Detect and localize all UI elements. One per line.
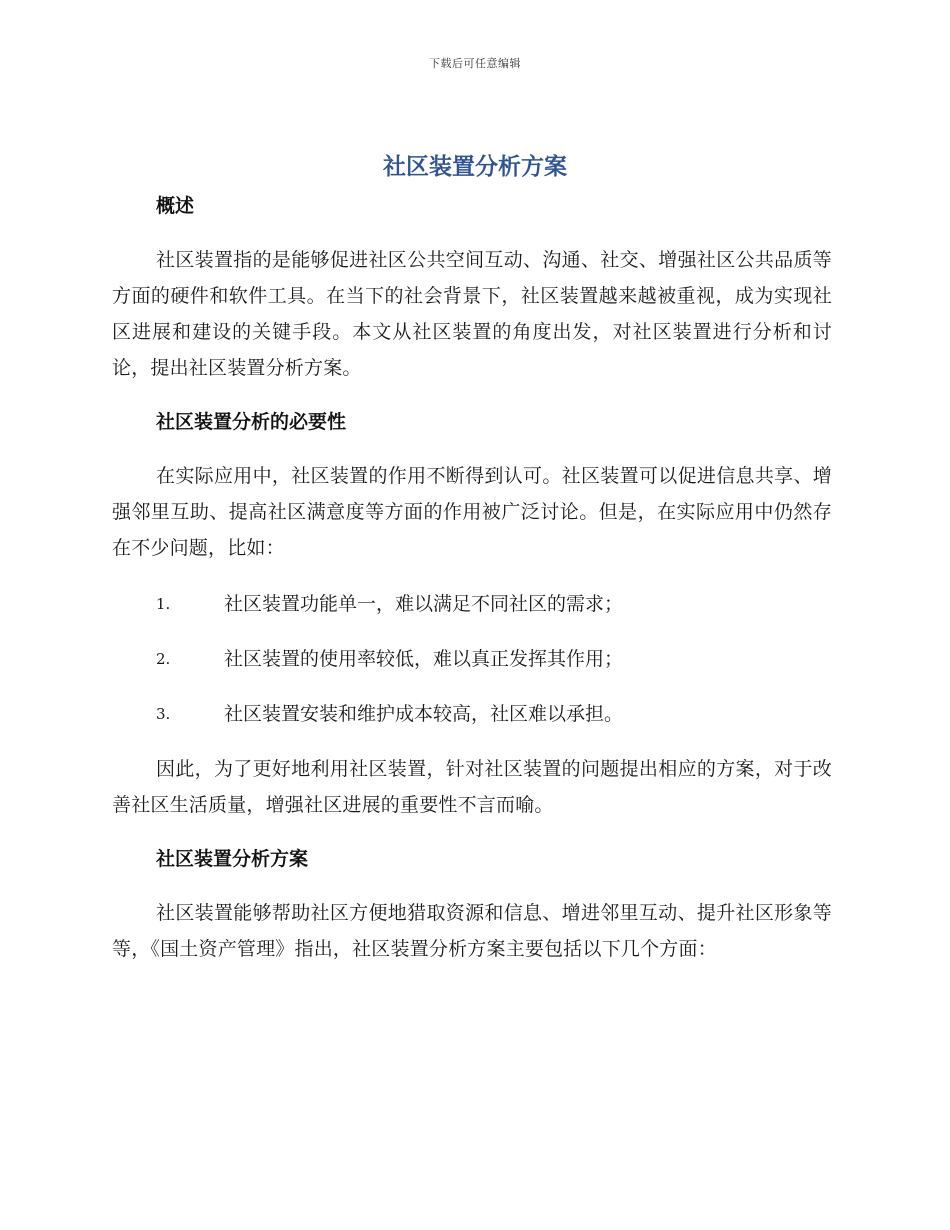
list-item xyxy=(112,641,832,677)
list-number: 3. xyxy=(156,705,171,723)
section-heading: 社区装置分析的必要性 xyxy=(156,411,347,433)
section-heading: 概述 xyxy=(156,195,195,217)
paragraph: 在实际应用中，社区装置的作用不断得到认可。社区装置可以促进信息共享、增强邻里互助、提高社区满意度等方面的作用被广泛讨论。但是，在实际应用中仍然存在不少问题，比如： xyxy=(112,465,832,559)
page-header: 下载后可任意编辑 xyxy=(429,57,521,70)
section-plan xyxy=(112,843,832,967)
paragraph: 因此，为了更好地利用社区装置，针对社区装置的问题提出相应的方案，对于改善社区生活质量，增强社区进展的重要性不言而喻。 xyxy=(112,758,832,816)
list-number: 1. xyxy=(156,595,171,613)
document-title: 社区装置分析方案 xyxy=(383,154,567,180)
list-number: 2. xyxy=(156,650,171,668)
paragraph: 社区装置指的是能够促进社区公共空间互动、沟通、社交、增强社区公共品质等方面的硬件和软件工具。在当下的社会背景下，社区装置越来越被重视，成为实现社区进展和建设的关键手段。本文从社区装置的角度出发，对社区装置进行分析和讨论，提出社区装置分析方案。 xyxy=(112,249,832,379)
document-body xyxy=(112,190,832,967)
problem-list xyxy=(112,586,832,732)
section-heading: 社区装置分析方案 xyxy=(156,848,309,870)
paragraph: 社区装置能够帮助社区方便地猎取资源和信息、增进邻里互动、提升社区形象等等，《国土资产管理》指出，社区装置分析方案主要包括以下几个方面： xyxy=(112,902,832,960)
list-item xyxy=(112,696,832,732)
section-overview xyxy=(112,190,832,406)
list-text: 社区装置安装和维护成本较高，社区难以承担。 xyxy=(224,703,624,725)
list-text: 社区装置的使用率较低，难以真正发挥其作用； xyxy=(224,648,624,670)
list-item xyxy=(112,586,832,622)
list-text: 社区装置功能单一，难以满足不同社区的需求； xyxy=(224,593,624,615)
section-necessity xyxy=(112,406,832,843)
